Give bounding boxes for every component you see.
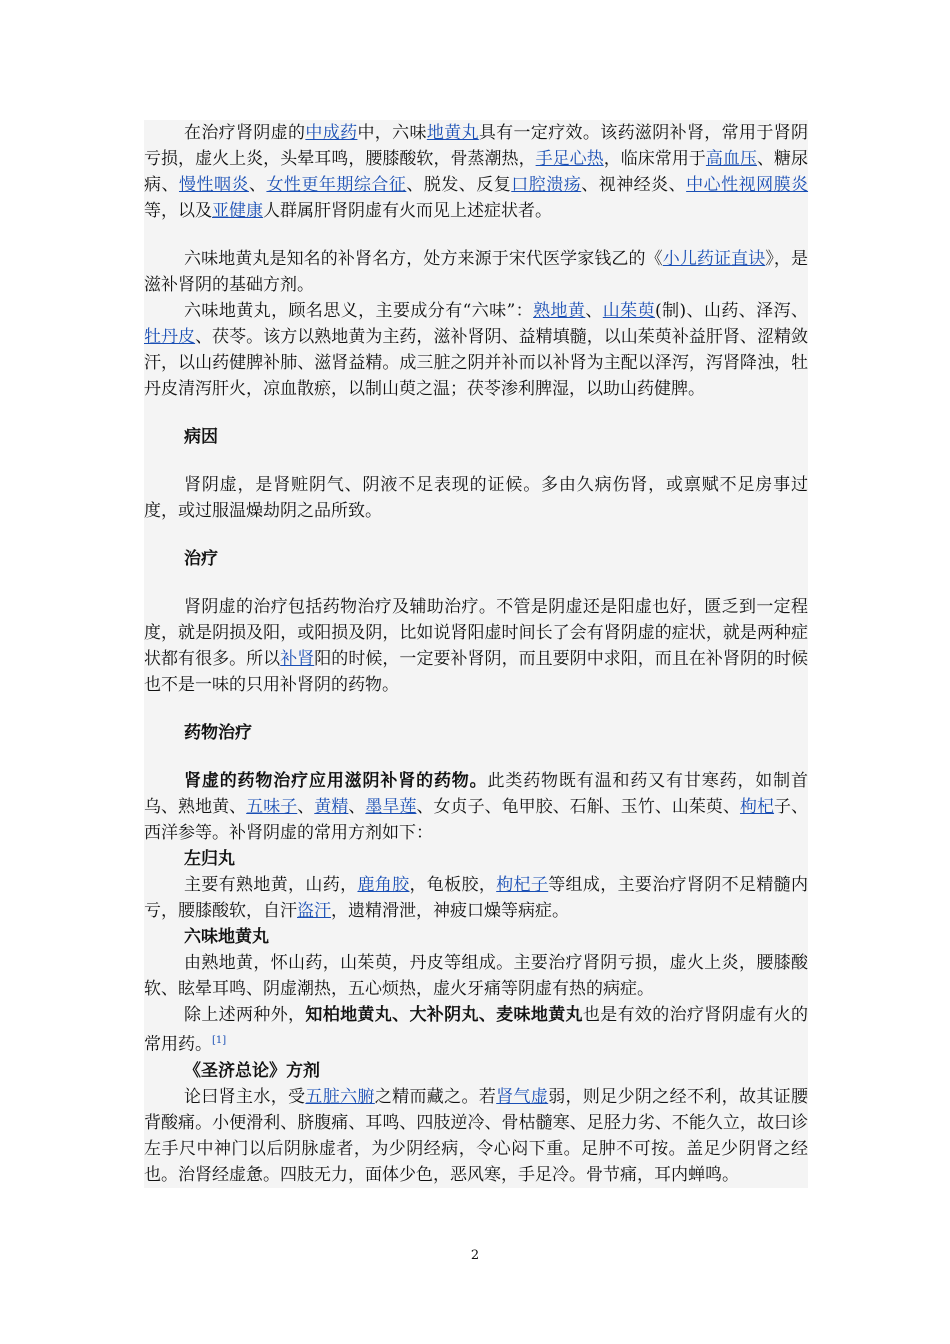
text-run: 、 bbox=[248, 175, 267, 195]
intro-paragraph-2 bbox=[144, 246, 808, 298]
text-run: 等，以及 bbox=[144, 201, 212, 221]
section-heading-drug-treatment: 药物治疗 bbox=[184, 723, 252, 743]
text-run: 肾阴虚的治疗包括药物治疗及辅助治疗。不管是阴虚还是阳虚也好，匮乏到一定程度，就是阴损及阳，或阳损及阴，比如说肾阳虚时间长了会有肾阴虚的症状，就是两种症状都有很多。所以 bbox=[144, 597, 808, 669]
shengji-title: 《圣济总论》方剂 bbox=[184, 1060, 320, 1081]
term-link[interactable]: 山茱萸 bbox=[602, 301, 656, 321]
page-number: 2 bbox=[470, 1248, 480, 1263]
text-run: 论曰肾主水，受 bbox=[184, 1086, 306, 1107]
term-link[interactable]: 高血压 bbox=[705, 149, 757, 169]
zuogui-paragraph bbox=[144, 872, 808, 924]
zuogui-title: 左归丸 bbox=[184, 849, 235, 869]
text-run: 、 bbox=[348, 797, 366, 817]
term-link[interactable]: 鹿角胶 bbox=[357, 875, 410, 895]
text-run: (制)、山药、泽泻、 bbox=[655, 301, 809, 321]
text-run: 中，六味 bbox=[357, 123, 427, 143]
term-link[interactable]: 牡丹皮 bbox=[144, 327, 196, 347]
term-link[interactable]: 补肾 bbox=[280, 649, 315, 669]
term-link[interactable]: 地黄丸 bbox=[426, 123, 479, 143]
text-run: 主要有熟地黄，山药， bbox=[184, 875, 358, 895]
text-run: 弱，则足少阴之经不利，故其证腰背酸痛。小便滑利、脐腹痛、耳鸣、四肢逆冷、骨枯髓寒、足胫力劣、不能久立，故曰诊左手尺中神门以后阴脉虚者，为少阴经病，令心闷下重。足肿不可按。盖足少阴肾之经也。治肾经虚惫。四肢无力，面体少色，恶风寒，手足冷。骨节痛，耳内蝉鸣。 bbox=[144, 1086, 809, 1185]
text-run: 此类药物既有温和药又有甘寒药，如制首乌、熟地黄、 bbox=[144, 771, 808, 817]
text-run: 》，是滋补肾阴的基础方剂。 bbox=[144, 249, 809, 295]
term-link[interactable]: 中心性视网膜炎 bbox=[686, 175, 809, 195]
term-link[interactable]: 盗汗 bbox=[297, 901, 331, 921]
text-run: 之精而藏之。若 bbox=[374, 1086, 497, 1107]
term-link[interactable]: 手足心热 bbox=[535, 149, 604, 169]
bold-text: 肾虚的药物治疗应用滋阴补肾的药物。 bbox=[184, 771, 488, 791]
text-run: 、脱发、反复 bbox=[406, 175, 512, 195]
text-run: 在治疗肾阴虚的 bbox=[184, 123, 306, 143]
term-link[interactable]: 小儿药证直诀 bbox=[662, 249, 766, 269]
treatment-paragraph bbox=[144, 594, 808, 698]
text-run: ，遗精滑泄，神疲口燥等病症。 bbox=[331, 901, 569, 921]
term-link[interactable]: 女性更年期综合征 bbox=[266, 175, 407, 195]
text-run: ，临床常用于 bbox=[603, 149, 706, 169]
text-run: 人群属肝肾阴虚有火而见上述症状者。 bbox=[263, 201, 552, 221]
bold-text: 知柏地黄丸、大补阴丸、麦味地黄丸 bbox=[305, 1005, 583, 1025]
text-run: 具有一定疗效。该药滋阴补肾，常用于肾阴亏损，虚火上炎，头晕耳鸣，腰膝酸软，骨蒸潮热， bbox=[144, 123, 809, 169]
term-link[interactable]: 口腔溃疡 bbox=[511, 175, 582, 195]
term-link[interactable]: 枸杞 bbox=[739, 797, 775, 817]
text-run: 六味地黄丸是知名的补肾名方，处方来源于宋代医学家钱乙的《 bbox=[184, 249, 663, 269]
text-run: 也是有效的治疗肾阴虚有火的常用药。 bbox=[144, 1005, 809, 1055]
term-link[interactable]: 枸杞子 bbox=[496, 875, 549, 895]
term-link[interactable]: 五脏六腑 bbox=[305, 1086, 375, 1107]
liuwei-paragraph: 由熟地黄，怀山药，山茱萸，丹皮等组成。主要治疗肾阴亏损，虚火上炎，腰膝酸软、眩晕耳鸣、阴虚潮热，五心烦热，虚火牙痛等阴虚有热的病症。 bbox=[144, 953, 808, 999]
cause-paragraph: 肾阴虚，是肾赃阴气、阴液不足表现的证候。多由久病伤肾，或禀赋不足房事过度，或过服温燥劫阴之品所致。 bbox=[144, 475, 808, 521]
term-link[interactable]: 五味子 bbox=[246, 797, 298, 817]
intro-paragraph-1 bbox=[144, 120, 808, 224]
text-run: ，龟板胶， bbox=[409, 875, 497, 895]
extra-paragraph bbox=[144, 1002, 808, 1058]
term-link[interactable]: 黄精 bbox=[314, 797, 349, 817]
text-run: 除上述两种外， bbox=[184, 1005, 306, 1025]
liuwei-title: 六味地黄丸 bbox=[184, 927, 269, 947]
term-link[interactable]: 肾气虚 bbox=[496, 1086, 549, 1107]
text-run: 、视神经炎、 bbox=[581, 175, 687, 195]
text-run: 子、西洋参等。补肾阴虚的常用方剂如下： bbox=[144, 797, 809, 843]
term-link[interactable]: 慢性咽炎 bbox=[178, 175, 249, 195]
text-run: 、女贞子、龟甲胶、石斛、玉竹、山茱萸、 bbox=[416, 797, 740, 817]
text-run: 六味地黄丸，顾名思义，主要成分有“六味”： bbox=[184, 301, 534, 321]
shengji-paragraph bbox=[144, 1084, 808, 1188]
intro-paragraph-3 bbox=[144, 298, 808, 402]
text-run: 、 bbox=[585, 301, 603, 321]
text-run: 阳的时候，一定要补肾阴，而且要阴中求阳，而且在补肾阴的时候也不是一味的只用补肾阴的药物。 bbox=[144, 649, 809, 695]
section-heading-treatment: 治疗 bbox=[184, 549, 218, 569]
document-body bbox=[144, 120, 808, 1188]
term-link[interactable]: 中成药 bbox=[305, 123, 358, 143]
text-run: 、糖尿病、 bbox=[144, 149, 809, 195]
text-run: 、茯苓。该方以熟地黄为主药，滋补肾阴、益精填髓，以山茱萸补益肝肾、涩精敛汗，以山药健脾补肺、滋肾益精。成三脏之阴并补而以补肾为主配以泽泻，泻肾降浊，牡丹皮清泻肝火，凉血散瘀，以制山萸之温；茯苓渗利脾湿，以助山药健脾。 bbox=[144, 327, 809, 399]
section-heading-cause: 病因 bbox=[184, 427, 218, 447]
text-run: 等组成，主要治疗肾阴不足精髓内亏，腰膝酸软，自汗 bbox=[144, 875, 809, 921]
text-run: 、 bbox=[297, 797, 315, 817]
drug-paragraph bbox=[144, 768, 808, 846]
term-link[interactable]: 熟地黄 bbox=[533, 301, 586, 321]
term-link[interactable]: 墨旱莲 bbox=[365, 797, 417, 817]
term-link[interactable]: 亚健康 bbox=[212, 201, 263, 221]
footnote-ref[interactable]: [1] bbox=[212, 1035, 227, 1046]
